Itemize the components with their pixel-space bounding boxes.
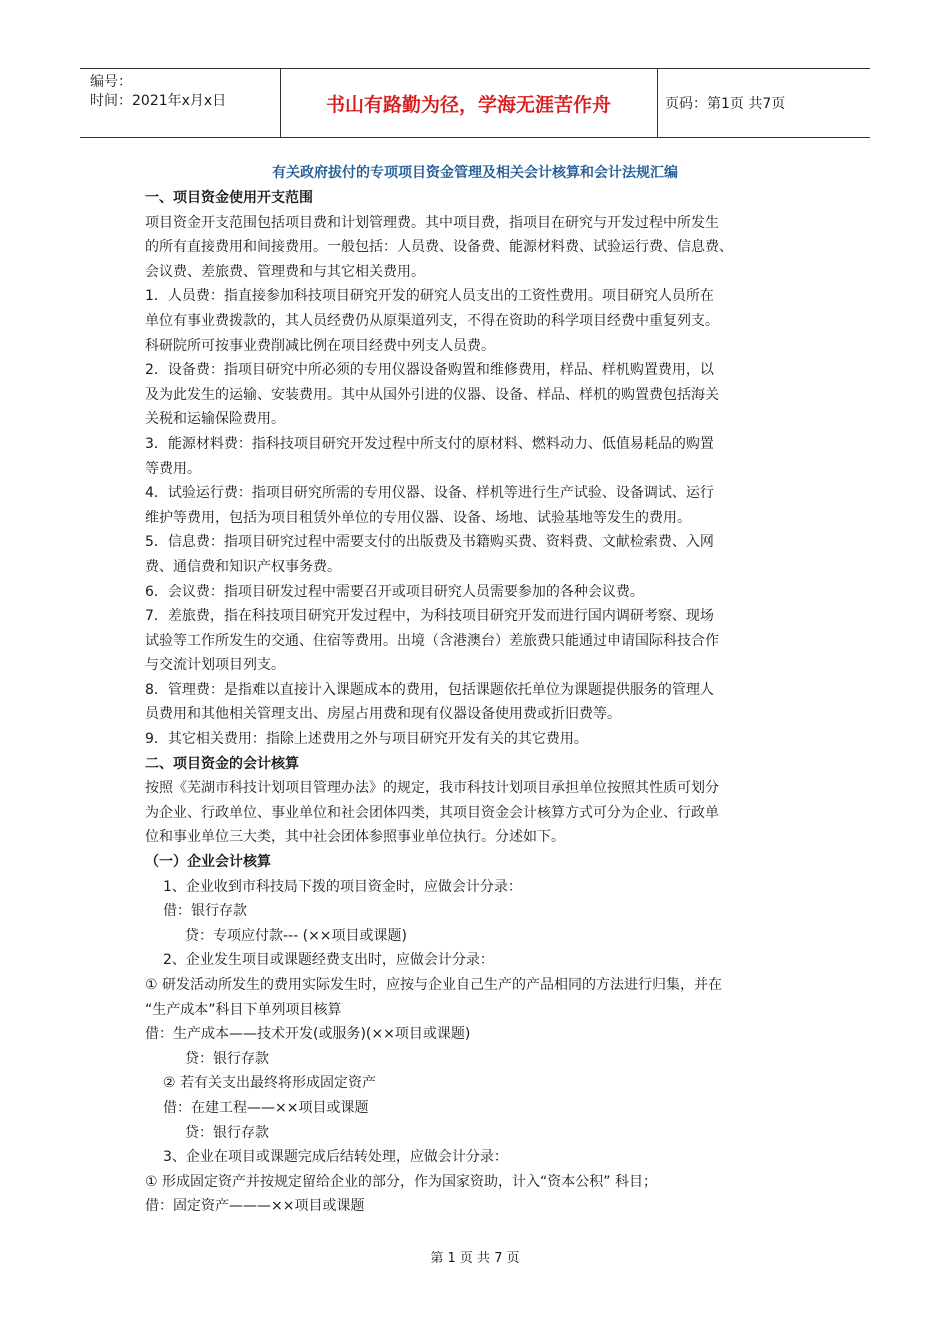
paragraph-line: 关税和运输保险费用。 [145, 411, 285, 428]
paragraph-line: 6．会议费：指项目研发过程中需要召开或项目研究人员需要参加的各种会议费。 [145, 583, 644, 600]
paragraph-line: 1、企业收到市科技局下拨的项目资金时，应做会计分录： [163, 878, 522, 895]
paragraph-line: 维护等费用，包括为项目租赁外单位的专用仪器、设备、场地、试验基地等发生的费用。 [145, 509, 691, 526]
paragraph-line: 借：生产成本——技术开发(或服务)(××项目或课题) [145, 1026, 471, 1043]
document-header [80, 68, 870, 138]
document-body [145, 186, 825, 1219]
paragraph-line: 2、企业发生项目或课题经费支出时，应做会计分录： [163, 952, 494, 969]
paragraph-line: 贷：专项应付款--- (××项目或课题) [185, 927, 407, 944]
header-motto: 书山有路勤为径，学海无涯苦作舟 [280, 69, 658, 137]
paragraph-line: 9．其它相关费用：指除上述费用之外与项目研究开发有关的其它费用。 [145, 731, 588, 748]
paragraph-line: 及为此发生的运输、安装费用。其中从国外引进的仪器、设备、样品、样机的购置费包括海关 [145, 386, 719, 403]
paragraph-line: 位和事业单位三大类，其中社会团体参照事业单位执行。分述如下。 [145, 829, 565, 846]
paragraph-line: 费、通信费和知识产权事务费。 [145, 558, 341, 575]
section-heading: 二、项目资金的会计核算 [145, 755, 299, 772]
paragraph-line: 5．信息费：指项目研究过程中需要支付的出版费及书籍购买费、资料费、文献检索费、入网 [145, 534, 714, 551]
paragraph-line: 试验等工作所发生的交通、住宿等费用。出境（含港澳台）差旅费只能通过申请国际科技合作 [145, 632, 719, 649]
paragraph-line: 按照《芜湖市科技计划项目管理办法》的规定，我市科技计划项目承担单位按照其性质可划分 [145, 780, 719, 797]
paragraph-line: “生产成本”科目下单列项目核算 [145, 1001, 342, 1018]
page-footer: 第 1 页 共 7 页 [430, 1251, 520, 1266]
paragraph-line: 3．能源材料费：指科技项目研究开发过程中所支付的原材料、燃料动力、低值易耗品的购置 [145, 435, 714, 452]
paragraph-line: 2．设备费：指项目研究中所必须的专用仪器设备购置和维修费用，样品、样机购置费用，以 [145, 362, 714, 379]
header-meta-cell [80, 69, 281, 137]
paragraph-line: 8．管理费：是指难以直接计入课题成本的费用，包括课题依托单位为课题提供服务的管理人 [145, 681, 714, 698]
number-label: 编号： [90, 74, 132, 90]
paragraph-line: 为企业、行政单位、事业单位和社会团体四类，其项目资金会计核算方式可分为企业、行政单 [145, 804, 719, 821]
section-heading: 一、项目资金使用开支范围 [145, 190, 313, 206]
paragraph-line: 4．试验运行费：指项目研究所需的专用仪器、设备、样机等进行生产试验、设备调试、运行 [145, 485, 714, 502]
paragraph-line: ① 研发活动所发生的费用实际发生时，应按与企业自己生产的产品相同的方法进行归集，并在 [145, 977, 722, 993]
section-heading: （一）企业会计核算 [145, 854, 271, 871]
paragraph-line: 单位有事业费拨款的，其人员经费仍从原渠道列支，不得在资助的科学项目经费中重复列支。 [145, 312, 719, 329]
paragraph-line: 会议费、差旅费、管理费和与其它相关费用。 [145, 263, 425, 280]
paragraph-line: 3、企业在项目或课题完成后结转处理，应做会计分录： [163, 1149, 508, 1166]
paragraph-line: ② 若有关支出最终将形成固定资产 [163, 1075, 377, 1092]
paragraph-line: 借：固定资产———××项目或课题 [145, 1198, 365, 1215]
paragraph-line: 贷：银行存款 [185, 1124, 269, 1141]
paragraph-line: 的所有直接费用和间接费用。一般包括：人员费、设备费、能源材料费、试验运行费、信息费、 [145, 239, 733, 256]
paragraph-line: 贷：银行存款 [185, 1050, 269, 1067]
paragraph-line: 1．人员费：指直接参加科技项目研究开发的研究人员支出的工资性费用。项目研究人员所在 [145, 288, 714, 305]
paragraph-line: 借：银行存款 [163, 903, 247, 920]
paragraph-line: 借：在建工程——××项目或课题 [163, 1099, 369, 1116]
paragraph-line: 7．差旅费，指在科技项目研究开发过程中，为科技项目研究开发而进行国内调研考察、现场 [145, 608, 714, 625]
time-label: 时间：2021年x月x日 [90, 93, 227, 109]
paragraph-line: ① 形成固定资产并按规定留给企业的部分，作为国家资助，计入“资本公积” 科目； [145, 1173, 657, 1190]
paragraph-line: 员费用和其他相关管理支出、房屋占用费和现有仪器设备使用费或折旧费等。 [145, 706, 621, 723]
paragraph-line: 与交流计划项目列支。 [145, 657, 285, 674]
paragraph-line: 等费用。 [145, 460, 201, 477]
document-title: 有关政府拔付的专项项目资金管理及相关会计核算和会计法规汇编 [272, 165, 678, 181]
paragraph-line: 项目资金开支范围包括项目费和计划管理费。其中项目费，指项目在研究与开发过程中所发生 [145, 214, 719, 231]
header-page-info: 页码：第1页 共7页 [665, 96, 786, 112]
paragraph-line: 科研院所可按事业费削减比例在项目经费中列支人员费。 [145, 337, 495, 354]
